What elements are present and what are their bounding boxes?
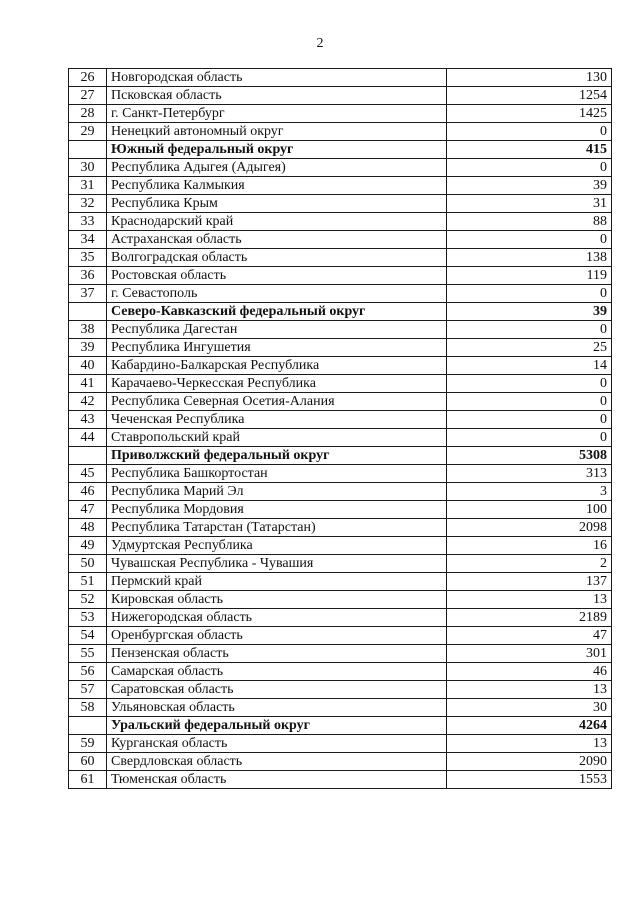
region-value-cell: 313 (447, 465, 612, 483)
region-row (69, 357, 612, 375)
region-row (69, 249, 612, 267)
row-number-cell: 26 (69, 69, 107, 87)
region-value-cell: 0 (447, 429, 612, 447)
row-number-cell: 32 (69, 195, 107, 213)
region-value-cell: 0 (447, 123, 612, 141)
region-row (69, 627, 612, 645)
region-row (69, 519, 612, 537)
row-number-cell: 31 (69, 177, 107, 195)
district-name-cell: Приволжский федеральный округ (107, 447, 447, 465)
region-value-cell: 0 (447, 375, 612, 393)
region-value-cell: 137 (447, 573, 612, 591)
region-value-cell: 2 (447, 555, 612, 573)
region-value-cell: 25 (447, 339, 612, 357)
region-name-cell: Курганская область (107, 735, 447, 753)
region-row (69, 537, 612, 555)
row-number-cell: 38 (69, 321, 107, 339)
row-number-cell: 30 (69, 159, 107, 177)
region-name-cell: Нижегородская область (107, 609, 447, 627)
row-number-cell: 48 (69, 519, 107, 537)
region-value-cell: 301 (447, 645, 612, 663)
region-name-cell: Ростовская область (107, 267, 447, 285)
district-total-cell: 4264 (447, 717, 612, 735)
row-number-cell: 56 (69, 663, 107, 681)
region-row (69, 591, 612, 609)
region-name-cell: Пензенская область (107, 645, 447, 663)
region-value-cell: 0 (447, 285, 612, 303)
row-number-cell: 43 (69, 411, 107, 429)
row-number-cell: 45 (69, 465, 107, 483)
region-value-cell: 1254 (447, 87, 612, 105)
region-row (69, 123, 612, 141)
row-number-cell: 59 (69, 735, 107, 753)
row-number-cell (69, 717, 107, 735)
region-row (69, 735, 612, 753)
row-number-cell: 47 (69, 501, 107, 519)
region-name-cell: Республика Мордовия (107, 501, 447, 519)
row-number-cell: 42 (69, 393, 107, 411)
page-number: 2 (316, 36, 324, 51)
region-name-cell: Республика Дагестан (107, 321, 447, 339)
district-total-cell: 39 (447, 303, 612, 321)
region-value-cell: 1553 (447, 771, 612, 789)
region-row (69, 465, 612, 483)
row-number-cell: 46 (69, 483, 107, 501)
row-number-cell: 61 (69, 771, 107, 789)
row-number-cell: 55 (69, 645, 107, 663)
row-number-cell (69, 447, 107, 465)
row-number-cell: 53 (69, 609, 107, 627)
region-value-cell: 119 (447, 267, 612, 285)
region-value-cell: 39 (447, 177, 612, 195)
region-name-cell: Республика Калмыкия (107, 177, 447, 195)
region-name-cell: Ульяновская область (107, 699, 447, 717)
region-value-cell: 0 (447, 321, 612, 339)
district-name-cell: Уральский федеральный округ (107, 717, 447, 735)
region-name-cell: г. Севастополь (107, 285, 447, 303)
region-name-cell: Самарская область (107, 663, 447, 681)
region-name-cell: Пермский край (107, 573, 447, 591)
region-value-cell: 2090 (447, 753, 612, 771)
row-number-cell: 39 (69, 339, 107, 357)
region-value-cell: 138 (447, 249, 612, 267)
region-value-cell: 13 (447, 735, 612, 753)
row-number-cell (69, 141, 107, 159)
region-row (69, 375, 612, 393)
row-number-cell: 35 (69, 249, 107, 267)
regions-table (68, 68, 612, 789)
region-row (69, 555, 612, 573)
district-name-cell: Южный федеральный округ (107, 141, 447, 159)
region-value-cell: 13 (447, 681, 612, 699)
region-row (69, 771, 612, 789)
region-value-cell: 31 (447, 195, 612, 213)
row-number-cell: 41 (69, 375, 107, 393)
region-name-cell: Свердловская область (107, 753, 447, 771)
region-name-cell: Псковская область (107, 87, 447, 105)
row-number-cell: 51 (69, 573, 107, 591)
region-name-cell: Астраханская область (107, 231, 447, 249)
region-value-cell: 3 (447, 483, 612, 501)
region-name-cell: Новгородская область (107, 69, 447, 87)
region-row (69, 87, 612, 105)
region-row (69, 753, 612, 771)
region-name-cell: Республика Татарстан (Татарстан) (107, 519, 447, 537)
region-name-cell: Тюменская область (107, 771, 447, 789)
row-number-cell: 28 (69, 105, 107, 123)
regions-table-body (69, 69, 612, 789)
region-name-cell: г. Санкт-Петербург (107, 105, 447, 123)
region-row (69, 285, 612, 303)
region-row (69, 645, 612, 663)
row-number-cell: 36 (69, 267, 107, 285)
region-value-cell: 0 (447, 159, 612, 177)
region-row (69, 321, 612, 339)
district-total-cell: 415 (447, 141, 612, 159)
region-name-cell: Республика Марий Эл (107, 483, 447, 501)
region-row (69, 663, 612, 681)
region-row (69, 573, 612, 591)
region-row (69, 393, 612, 411)
row-number-cell: 33 (69, 213, 107, 231)
region-name-cell: Карачаево-Черкесская Республика (107, 375, 447, 393)
federal-district-row (69, 303, 612, 321)
region-name-cell: Ненецкий автономный округ (107, 123, 447, 141)
row-number-cell: 44 (69, 429, 107, 447)
region-name-cell: Краснодарский край (107, 213, 447, 231)
region-row (69, 681, 612, 699)
row-number-cell: 57 (69, 681, 107, 699)
region-name-cell: Саратовская область (107, 681, 447, 699)
region-name-cell: Республика Адыгея (Адыгея) (107, 159, 447, 177)
region-name-cell: Оренбургская область (107, 627, 447, 645)
region-value-cell: 1425 (447, 105, 612, 123)
region-row (69, 177, 612, 195)
region-name-cell: Республика Северная Осетия-Алания (107, 393, 447, 411)
district-name-cell: Северо-Кавказский федеральный округ (107, 303, 447, 321)
region-row (69, 213, 612, 231)
region-name-cell: Республика Ингушетия (107, 339, 447, 357)
region-row (69, 501, 612, 519)
region-row (69, 267, 612, 285)
row-number-cell: 34 (69, 231, 107, 249)
region-name-cell: Ставропольский край (107, 429, 447, 447)
region-value-cell: 47 (447, 627, 612, 645)
region-name-cell: Удмуртская Республика (107, 537, 447, 555)
region-value-cell: 14 (447, 357, 612, 375)
region-row (69, 339, 612, 357)
row-number-cell (69, 303, 107, 321)
region-name-cell: Волгоградская область (107, 249, 447, 267)
region-row (69, 429, 612, 447)
region-name-cell: Республика Крым (107, 195, 447, 213)
region-row (69, 159, 612, 177)
region-value-cell: 0 (447, 393, 612, 411)
federal-district-row (69, 447, 612, 465)
federal-district-row (69, 717, 612, 735)
row-number-cell: 29 (69, 123, 107, 141)
row-number-cell: 27 (69, 87, 107, 105)
row-number-cell: 58 (69, 699, 107, 717)
row-number-cell: 50 (69, 555, 107, 573)
region-value-cell: 13 (447, 591, 612, 609)
region-row (69, 105, 612, 123)
region-row (69, 699, 612, 717)
region-value-cell: 0 (447, 411, 612, 429)
region-name-cell: Республика Башкортостан (107, 465, 447, 483)
region-value-cell: 100 (447, 501, 612, 519)
region-value-cell: 46 (447, 663, 612, 681)
row-number-cell: 54 (69, 627, 107, 645)
region-name-cell: Кабардино-Балкарская Республика (107, 357, 447, 375)
region-value-cell: 30 (447, 699, 612, 717)
region-value-cell: 2098 (447, 519, 612, 537)
row-number-cell: 49 (69, 537, 107, 555)
row-number-cell: 52 (69, 591, 107, 609)
row-number-cell: 37 (69, 285, 107, 303)
region-name-cell: Кировская область (107, 591, 447, 609)
region-name-cell: Чувашская Республика - Чувашия (107, 555, 447, 573)
region-row (69, 69, 612, 87)
region-value-cell: 130 (447, 69, 612, 87)
region-row (69, 483, 612, 501)
region-name-cell: Чеченская Республика (107, 411, 447, 429)
federal-district-row (69, 141, 612, 159)
region-row (69, 609, 612, 627)
region-value-cell: 2189 (447, 609, 612, 627)
region-value-cell: 16 (447, 537, 612, 555)
region-row (69, 195, 612, 213)
row-number-cell: 60 (69, 753, 107, 771)
region-row (69, 231, 612, 249)
region-value-cell: 0 (447, 231, 612, 249)
row-number-cell: 40 (69, 357, 107, 375)
region-row (69, 411, 612, 429)
district-total-cell: 5308 (447, 447, 612, 465)
region-value-cell: 88 (447, 213, 612, 231)
